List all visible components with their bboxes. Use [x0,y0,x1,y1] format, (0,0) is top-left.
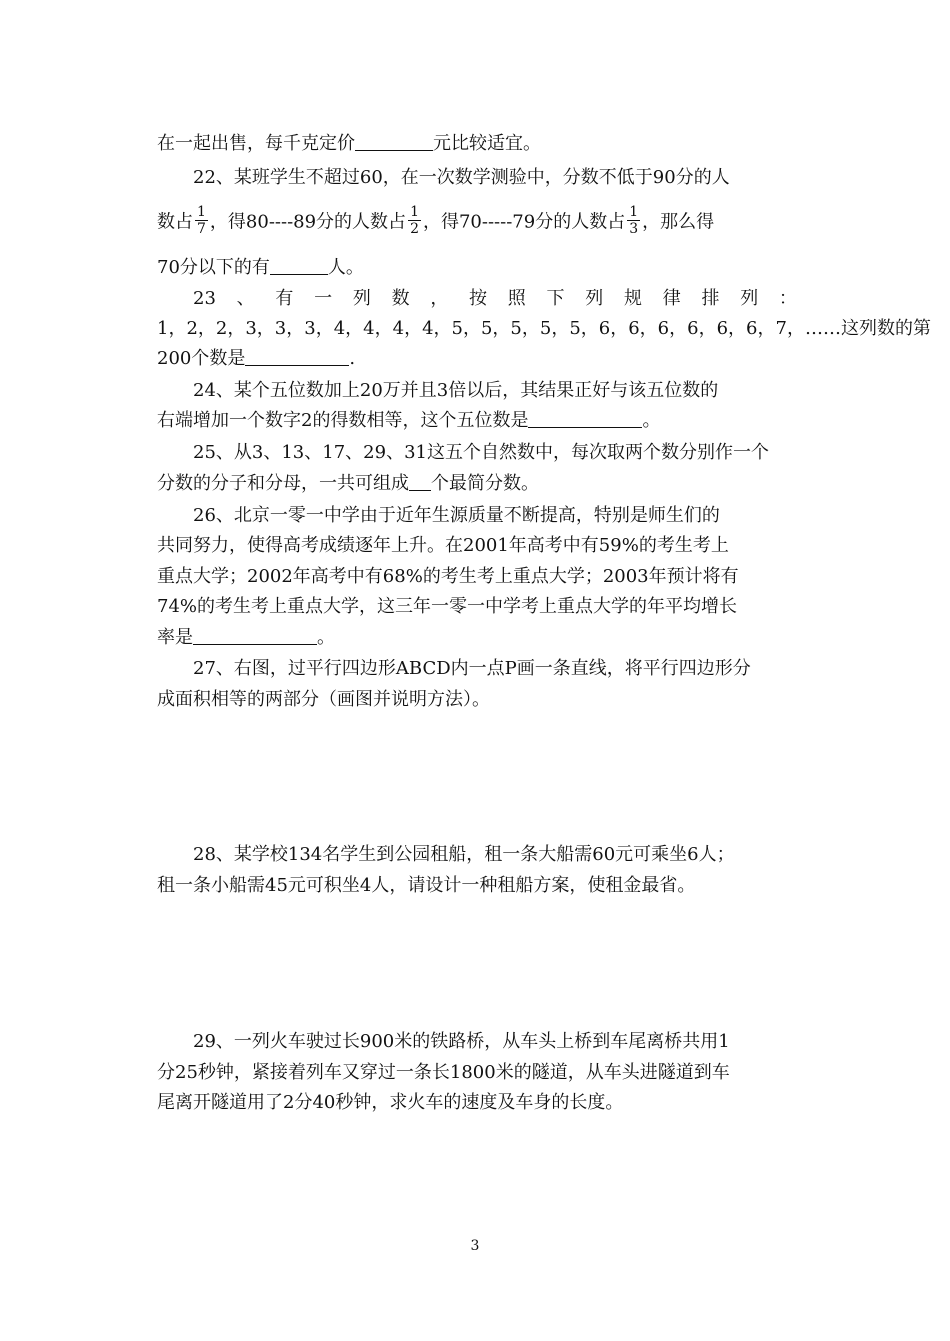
q26-line-1: 26、北京一零一中学由于近年生源质量不断提高，特别是师生们的 [193,505,720,526]
document-body [157,0,931,1341]
q23-word: 律 [662,288,681,309]
q29-line-2: 分25秒钟，紧接着列车又穿过一条长1800米的隧道，从车头进隧道到车 [157,1062,730,1083]
q23-word: 列 [352,288,371,309]
q23-word: 一 [314,288,333,309]
q25-line-2: 分数的分子和分母，一共可组成 个最简分数。 [157,473,539,494]
q21-text: 在一起出售，每千克定价 [157,133,355,154]
q23-word: 下 [546,288,565,309]
q22-line-1: 22、某班学生不超过60，在一次数学测验中，分数不低于90分的人 [193,167,730,188]
q23-word: 列 [740,288,759,309]
fraction-one-seventh: $\frac{1}{7}$ [197,204,206,237]
q23-word: 、 [236,288,255,309]
q29-line-3: 尾离开隧道用了2分40秒钟，求火车的速度及车身的长度。 [157,1092,624,1113]
answer-blank [528,409,642,428]
answer-blank [245,347,349,366]
q28-line-2: 租一条小船需45元可积坐4人，请设计一种租船方案，使租金最省。 [157,875,696,896]
q23-word: 23 [193,288,216,309]
q24-line-1: 24、某个五位数加上20万并且3倍以后，其结果正好与该五位数的 [193,380,719,401]
q23-line-3: 200个数是 . [157,348,356,369]
q23-word: 规 [623,288,642,309]
q23-word: 按 [469,288,488,309]
answer-blank [355,132,433,151]
q23-word: 列 [585,288,604,309]
q26-line-5: 率是 。 [157,627,335,648]
q28-line-1: 28、某学校134名学生到公园租船，租一条大船需60元可乘坐6人； [193,844,735,865]
q26-line-3: 重点大学；2002年高考中有68%的考生考上重点大学；2003年预计将有 [157,566,739,587]
q24-line-2: 右端增加一个数字2的得数相等，这个五位数是 。 [157,410,661,431]
fraction-one-third: $\frac{1}{3}$ [629,204,639,237]
q26-line-4: 74%的考生考上重点大学，这三年一零一中学考上重点大学的年平均增长 [157,596,738,617]
q27-line-1: 27、右图，过平行四边形ABCD内一点P画一条直线，将平行四边形分 [193,658,751,679]
q23-word: 有 [275,288,294,309]
q26-line-2: 共同努力，使得高考成绩逐年上升。在2001年高考中有59%的考生考上 [157,535,729,556]
q23-word: ： [778,288,797,309]
answer-blank [270,256,328,275]
q23-line-2: 1，2，2，3，3，3，4，4，4，4，5，5，5，5，5，6，6，6，6，6，6，7，……这列数的第 [157,318,931,339]
q25-line-1: 25、从3、13、17、29、31这五个自然数中，每次取两个数分别作一个 [193,442,769,463]
q27-line-2: 成面积相等的两部分（画图并说明方法）。 [157,689,490,710]
q21-tail-line [157,132,541,156]
answer-blank [409,472,431,491]
q23-word: ， [430,288,449,309]
q23-line-1 [193,287,797,311]
q23-word: 排 [701,288,720,309]
fraction-one-half: $\frac{1}{2}$ [410,204,419,237]
page-number: 3 [470,1238,480,1254]
q21-text-end: 元比较适宜。 [433,133,541,154]
q22-line-2: 数占 $\frac{1}{7}$ ，得80----89分的人数占 $\frac{1}{2}$ ，得70-----79分的人数占 $\frac{1}{3}$ ，那么得 [157,204,715,237]
answer-blank [193,626,317,645]
q23-word: 照 [507,288,526,309]
q22-line-3: 70分以下的有 人。 [157,257,364,278]
q29-line-1: 29、一列火车驶过长900米的铁路桥，从车头上桥到车尾离桥共用1 [193,1031,730,1052]
q23-word: 数 [391,288,410,309]
